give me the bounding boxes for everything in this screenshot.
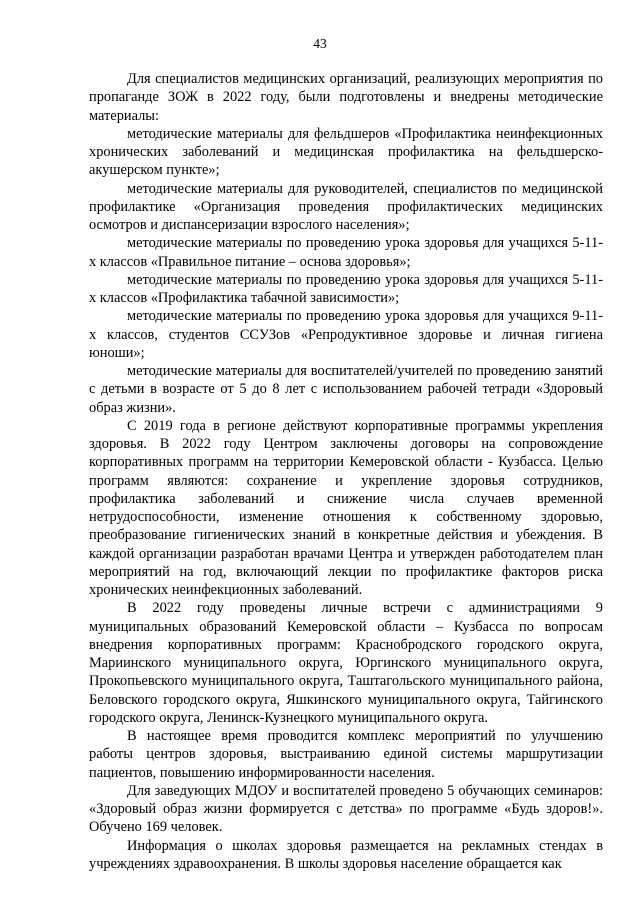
paragraph-list-item: методические материалы для руководителей, специалистов по медицинской профилактике «Организация проведения профилактических медицинских осмотров и диспансеризации взрослого населения»; xyxy=(89,180,603,233)
paragraph-health-schools: Информация о школах здоровья размещается на рекламных стендах в учреждениях здравоохранения. В школы здоровья население обращается как xyxy=(89,837,603,872)
page-number: 43 xyxy=(313,36,327,51)
paragraph-list-item: методические материалы по проведению урока здоровья для учащихся 5-11-х классов «Правильное питание – основа здоровья»; xyxy=(89,235,603,270)
paragraph-municipal-meetings: В 2022 году проведены личные встречи с администрациями 9 муниципальных образований Кемеровской области – Кузбасса по вопросам внедрения корпоративных программ: Краснобродского городского округа, Мариинского муниципального округа, Юргинского муниципального округа, Прокопьевского муниципального округа, Таштагольского муниципального района, Беловского городского округа, Яшкинского муниципального округа, Тайгинского городского округа, Ленинск-Кузнецкого муниципального округа. xyxy=(89,600,603,726)
paragraph-intro: Для специалистов медицинских организаций, реализующих мероприятия по пропаганде ЗОЖ в 2022 году, были подготовлены и внедрены методические материалы: xyxy=(89,71,603,124)
paragraph-list-item: методические материалы по проведению урока здоровья для учащихся 5-11-х классов «Профилактика табачной зависимости»; xyxy=(89,271,603,306)
document-body xyxy=(89,70,603,873)
paragraph-list-item: методические материалы по проведению урока здоровья для учащихся 9-11-х классов, студентов ССУЗов «Репродуктивное здоровье и личная гигиена юноши»; xyxy=(89,308,603,361)
paragraph-list-item: методические материалы для фельдшеров «Профилактика неинфекционных хронических заболеваний и медицинская профилактика на фельдшерско-акушерском пункте»; xyxy=(89,125,603,179)
paragraph-corporate-programs: С 2019 года в регионе действуют корпоративные программы укрепления здоровья. В 2022 году Центром заключены договоры на сопровождение корпоративных программ на территории Кемеровской области - Кузбасса. Целью программ являются: сохранение и укрепление здоровья сотрудников, профилактика заболеваний и снижение числа случаев временной нетрудоспособности, изменение отношения к собственному здоровью, преобразование гигиенических знаний в конкретные действия и убеждения. В каждой организации разработан врачами Центра и утвержден работодателем план мероприятий на год, включающий лекции по профилактике факторов риска хронических неинфекционных заболеваний. xyxy=(89,417,603,598)
paragraph-list-item: методические материалы для воспитателей/учителей по проведению занятий с детьми в возрасте от 5 до 8 лет с использованием рабочей тетради «Здоровый образ жизни». xyxy=(89,363,603,416)
paragraph-health-centers: В настоящее время проводится комплекс мероприятий по улучшению работы центров здоровья, выстраиванию единой системы маршрутизации пациентов, повышению информированности населения. xyxy=(89,728,603,781)
paragraph-seminars: Для заведующих МДОУ и воспитателей проведено 5 обучающих семинаров: «Здоровый образ жизни формируется с детства» по программе «Будь здоров!». Обучено 169 человек. xyxy=(89,782,603,836)
